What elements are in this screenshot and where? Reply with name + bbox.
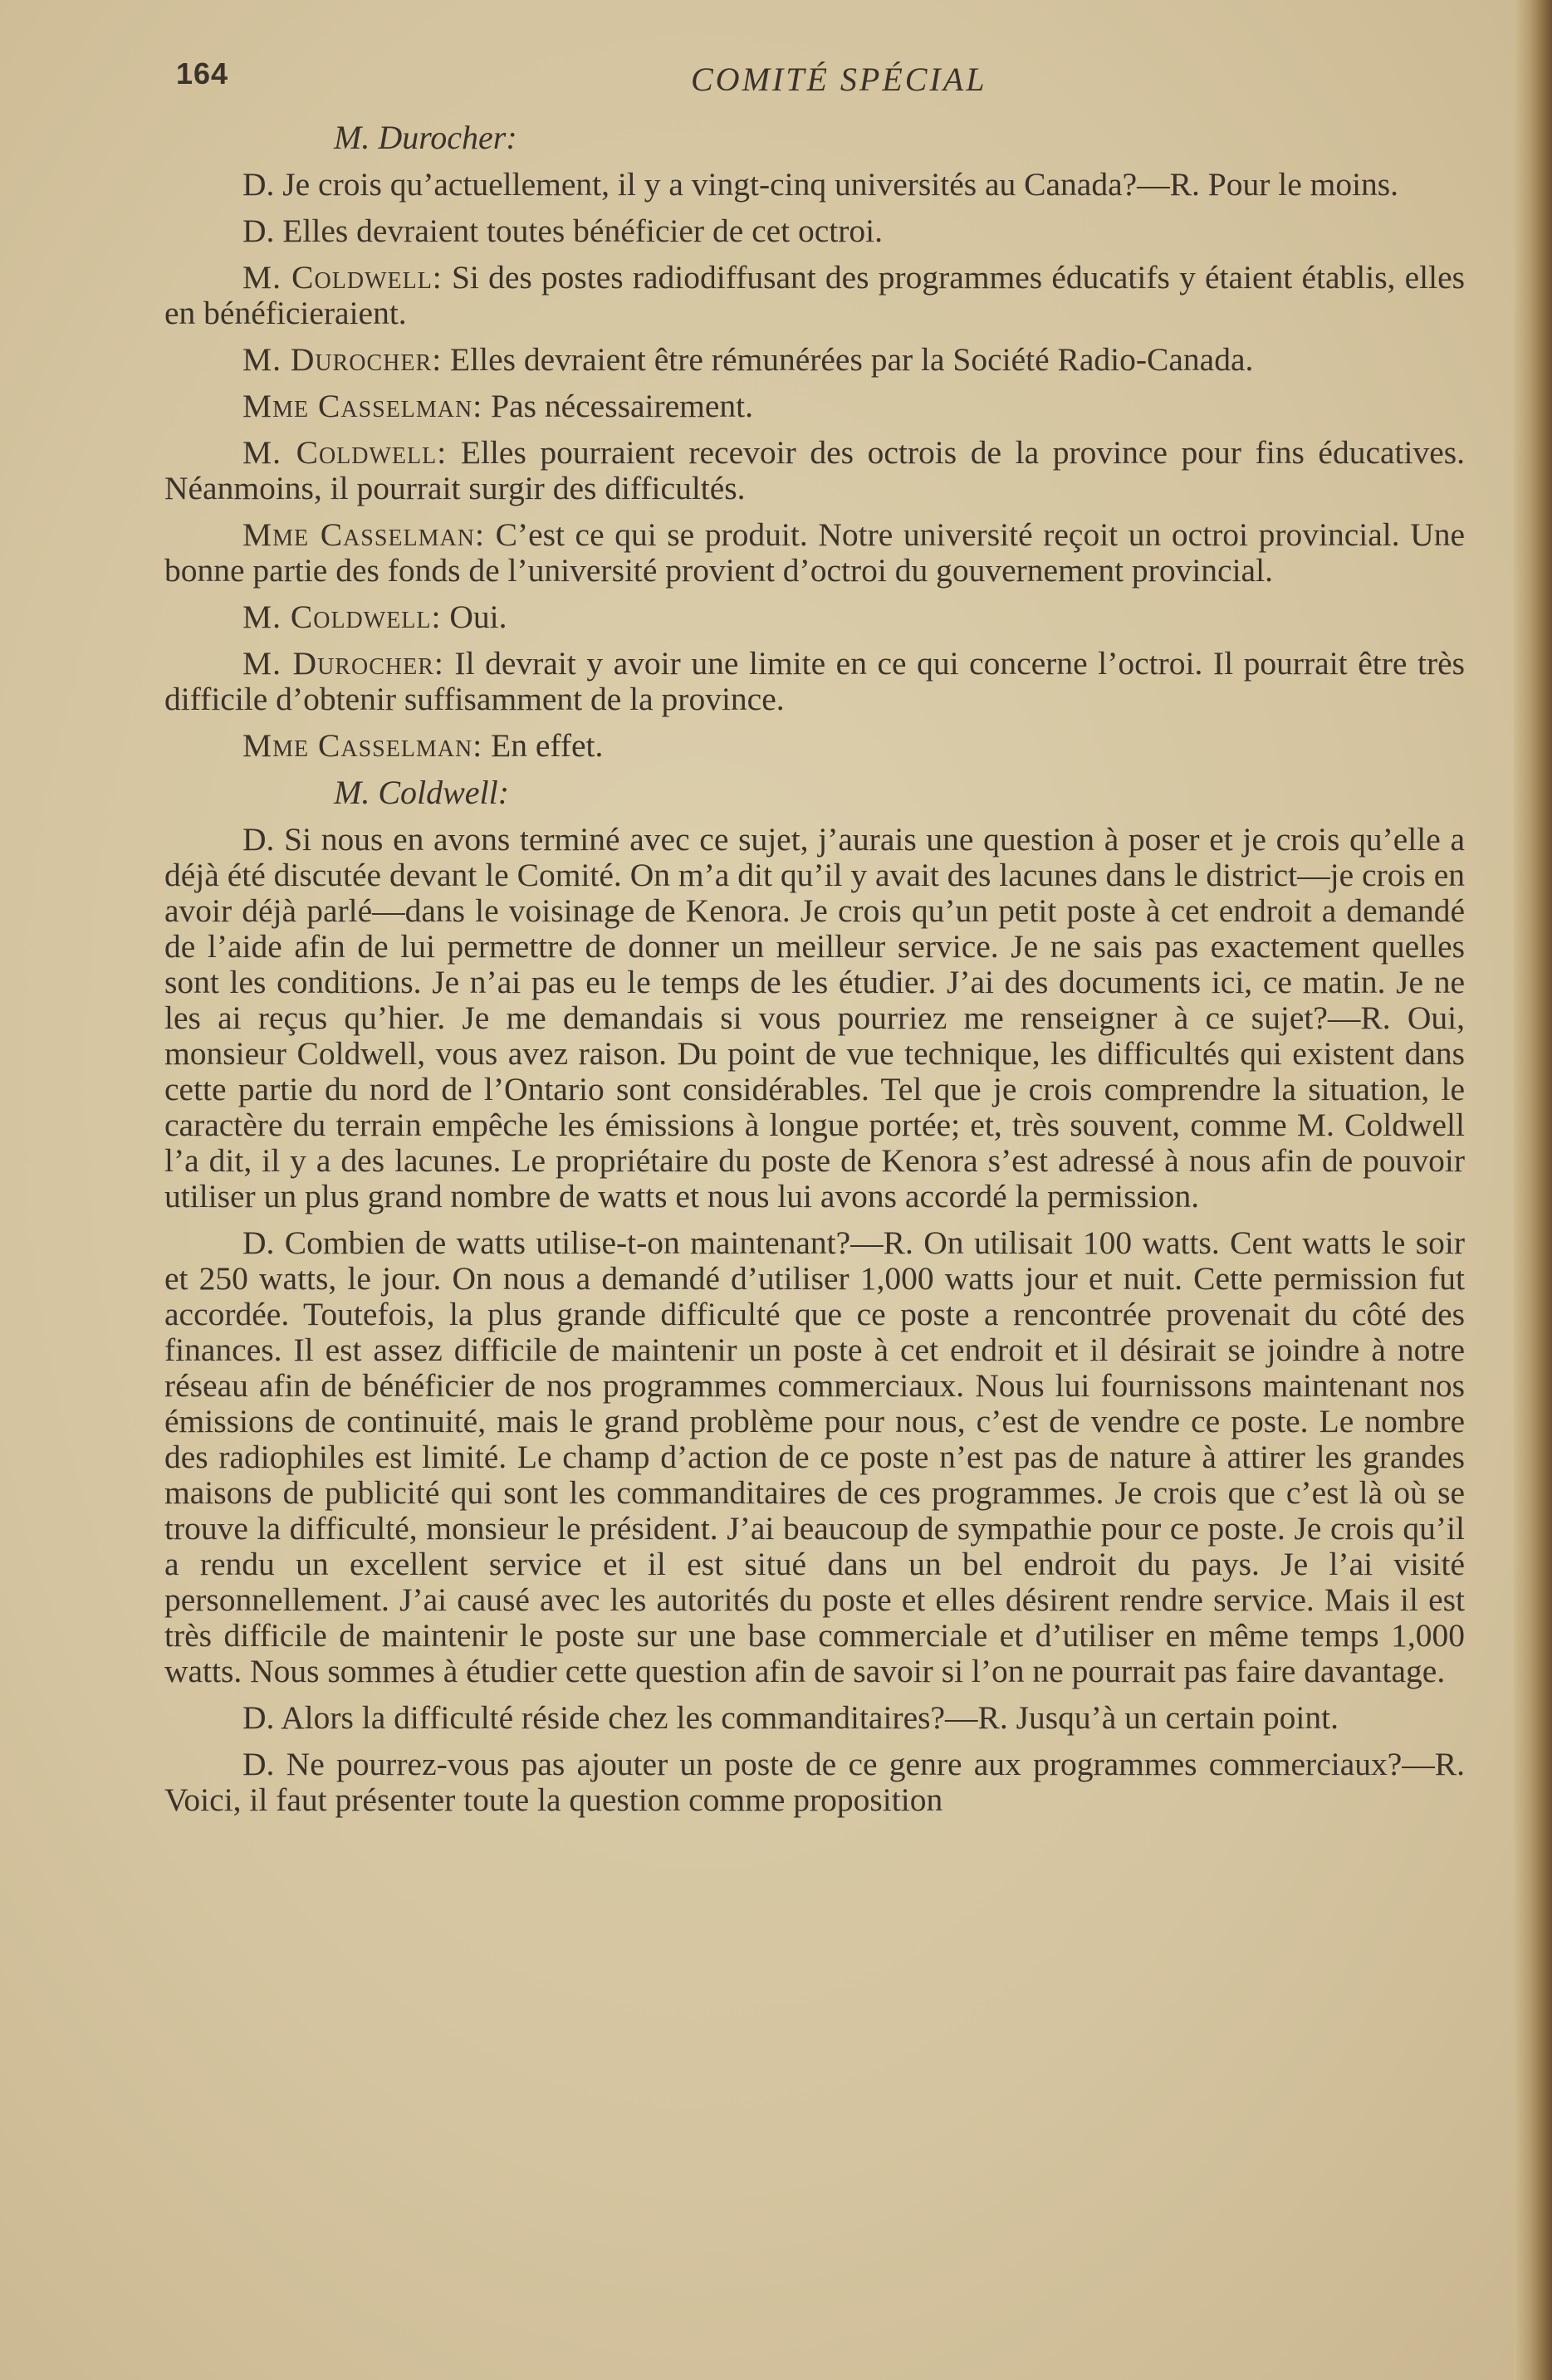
paragraph-text: Si des postes radiodiffusant des programmes éducatifs y étaient établis, elles en bénéficieraient. [164,259,1465,331]
paragraph [164,646,1465,717]
speaker-name: Mme Casselman: [242,516,485,553]
paragraph [164,517,1465,589]
speaker-name: M. Durocher: [242,645,444,682]
speaker-name: M. Coldwell: [242,259,443,296]
paragraph [164,389,1465,424]
paragraph [164,1225,1465,1689]
paragraph-text: D. Ne pourrez-vous pas ajouter un poste de ce genre aux programmes commerciaux?—R. Voici, il faut présenter toute la question comme proposition [164,1746,1465,1818]
paragraph-text: D. Combien de watts utilise-t-on maintenant?—R. On utilisait 100 watts. Cent watts le soir et 250 watts, le jour. On nous a demandé d’utiliser 1,000 watts jour et nuit. Cette permission fut accordée. Toutefois, la plus grande difficulté que ce poste a rencontrée provenait du côté des finances. Il est assez difficile de maintenir un poste à cet endroit et il désirait se joindre à notre réseau afin de bénéficier de nos programmes commerciaux. Nous lui fournissons maintenant nos émissions de continuité, mais le grand problème pour nous, c’est de vendre ce poste. Le nombre des radiophiles est limité. Le champ d’action de ce poste n’est pas de nature à attirer les grandes maisons de publicité qui sont les commanditaires de ces programmes. Je crois que c’est là où se trouve la difficulté, monsieur le président. J’ai beaucoup de sympathie pour ce poste. Je crois qu’il a rendu un excellent service et il est situé dans un bel endroit du pays. Je l’ai visité personnellement. J’ai causé avec les autorités du poste et elles désirent rendre service. Mais il est très difficile de maintenir le poste sur une base commerciale et d’utiliser en même temps 1,000 watts. Nous sommes à étudier cette question afin de savoir si l’on ne pourrait pas faire davantage. [164,1224,1465,1689]
section-heading: M. Durocher: [334,119,517,156]
paragraph [164,1747,1465,1818]
paragraph [164,213,1465,249]
paragraph-text: Pas nécessairement. [491,388,753,424]
speaker-name: M. Coldwell: [242,434,448,471]
page-edge-shadow [1514,0,1552,2380]
section-heading: M. Coldwell: [334,774,510,811]
speaker-name: M. Coldwell: [242,599,442,635]
document-body [164,116,1465,1829]
paragraph [164,1700,1465,1736]
paragraph-text: Il devrait y avoir une limite en ce qui concerne l’octroi. Il pourrait être très difficile d’obtenir suffisamment de la province. [164,645,1465,717]
paragraph-text: D. Je crois qu’actuellement, il y a vingt-cinq universités au Canada?—R. Pour le moins. [242,166,1399,203]
paragraph-text: En effet. [491,727,604,764]
paragraph-text: D. Si nous en avons terminé avec ce sujet, j’aurais une question à poser et je crois qu’elle a déjà été discutée devant le Comité. On m’a dit qu’il y avait des lacunes dans le district—je crois en avoir déjà parlé—dans le voisinage de Kenora. Je crois qu’un petit poste à cet endroit a demandé de l’aide afin de lui permettre de donner un meilleur service. Je ne sais pas exactement quelles sont les conditions. Je n’ai pas eu le temps de les étudier. J’ai des documents ici, ce matin. Je ne les ai reçus qu’hier. Je me demandais si vous pourriez me renseigner à ce sujet?—R. Oui, monsieur Coldwell, vous avez raison. Du point de vue technique, les difficultés qui existent dans cette partie du nord de l’Ontario sont considérables. Tel que je crois comprendre la situation, le caractère du terrain empêche les émissions à longue portée; et, très souvent, comme M. Coldwell l’a dit, il y a des lacunes. Le propriétaire du poste de Kenora s’est adressé à nous afin de pouvoir utiliser un plus grand nombre de watts et nous lui avons accordé la permission. [164,821,1465,1214]
paragraph-text: Elles pourraient recevoir des octrois de la province pour fins éducatives. Néanmoins, il pourrait surgir des difficultés. [164,434,1466,506]
paragraph [164,167,1465,203]
speaker-name: Mme Casselman: [242,727,483,764]
paragraph-text: D. Alors la difficulté réside chez les commanditaires?—R. Jusqu’à un certain point. [242,1699,1339,1736]
paragraph [164,728,1465,764]
page-header [176,56,1463,106]
paragraph [164,599,1465,635]
paragraph-text: D. Elles devraient toutes bénéficier de cet octroi. [242,213,884,249]
paragraph [164,822,1465,1214]
paragraph-text: C’est ce qui se produit. Notre université reçoit un octroi provincial. Une bonne partie des fonds de l’université provient d’octroi du gouvernement provincial. [164,516,1466,589]
page-number: 164 [176,56,229,90]
paragraph-text: Elles devraient être rémunérées par la Société Radio-Canada. [450,341,1254,378]
paragraph [164,342,1465,378]
speaker-name: Mme Casselman: [242,388,483,424]
paragraph-text: Oui. [449,599,507,635]
running-head: COMITÉ SPÉCIAL [691,61,987,98]
paragraph [164,435,1465,506]
speaker-name: M. Durocher: [242,341,443,378]
paragraph [164,260,1465,331]
